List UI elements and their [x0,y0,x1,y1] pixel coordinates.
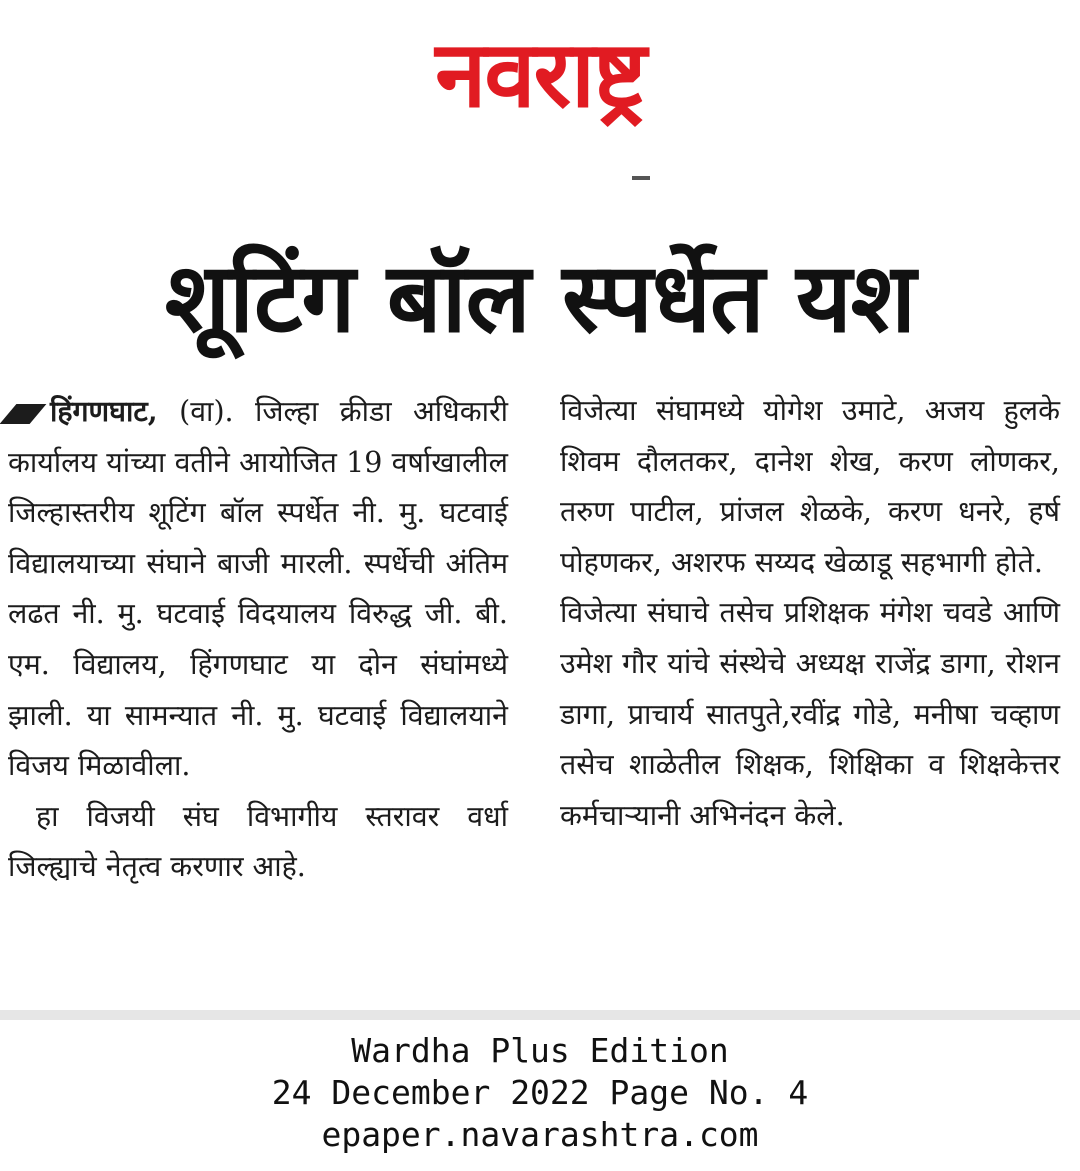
masthead [0,20,1080,140]
edition-website: epaper.navarashtra.com [321,1115,759,1154]
dateline-bullet-icon [0,404,46,424]
article-paragraph-4: विजेत्या संघाचे तसेच प्रशिक्षक मंगेश चवडे आणि उमेश गौर यांचे संस्थेचे अध्यक्ष राजेंद्र डागा, रोशन डागा, प्राचार्य सातपुते,रवींद्र गोडे, मनीषा चव्हाण तसेच शाळेतील शिक्षक, शिक्षिका व शिक्षकेत्तर कर्मचाऱ्यानी अभिनंदन केले. [560,596,1060,832]
footer-divider [0,1010,1080,1020]
article-headline: शूटिंग बॉल स्पर्धेत यश [164,242,916,354]
article-paragraph-1-text: (वा). जिल्हा क्रीडा अधिकारी कार्यालय यांच्या वतीने आयोजित 19 वर्षाखालील जिल्हास्तरीय शूटिंग बॉल स्पर्धेत नी. मु. घटवाई विद्यालयाच्या संघाने बाजी मारली. स्पर्धेची अंतिम लढत नी. मु. घटवाई विदयालय विरुद्ध जी. बी. एम. विद्यालय, हिंगणघाट या दोन संघांमध्ये झाली. या सामन्यात नी. मु. घटवाई विद्यालयाने विजय मिळावीला. [8,395,509,783]
edition-date-page: 24 December 2022 Page No. 4 [271,1073,809,1112]
separator-mark [632,176,650,180]
newspaper-logo: नवराष्ट्र [435,21,645,128]
article-body [8,386,1072,998]
edition-footer [0,1030,1080,1156]
edition-name: Wardha Plus Edition [351,1031,729,1070]
article-paragraph-2: हा विजयी संघ विभागीय स्तरावर वर्धा जिल्ह्याचे नेतृत्व करणार आहे. [8,799,508,884]
article-paragraph-3: विजेत्या संघामध्ये योगेश उमाटे, अजय हुलके शिवम दौलतकर, दानेश शेख, करण लोणकर, तरुण पाटील, प्रांजल शेळके, करण धनरे, हर्ष पोहणकर, अशरफ सय्यद खेळाडू सहभागी होते. [560,394,1060,579]
article-column-left [8,386,508,893]
article-paragraph-1 [8,386,508,792]
article-column-right [560,386,1060,841]
dateline: हिंगणघाट, [50,394,158,428]
